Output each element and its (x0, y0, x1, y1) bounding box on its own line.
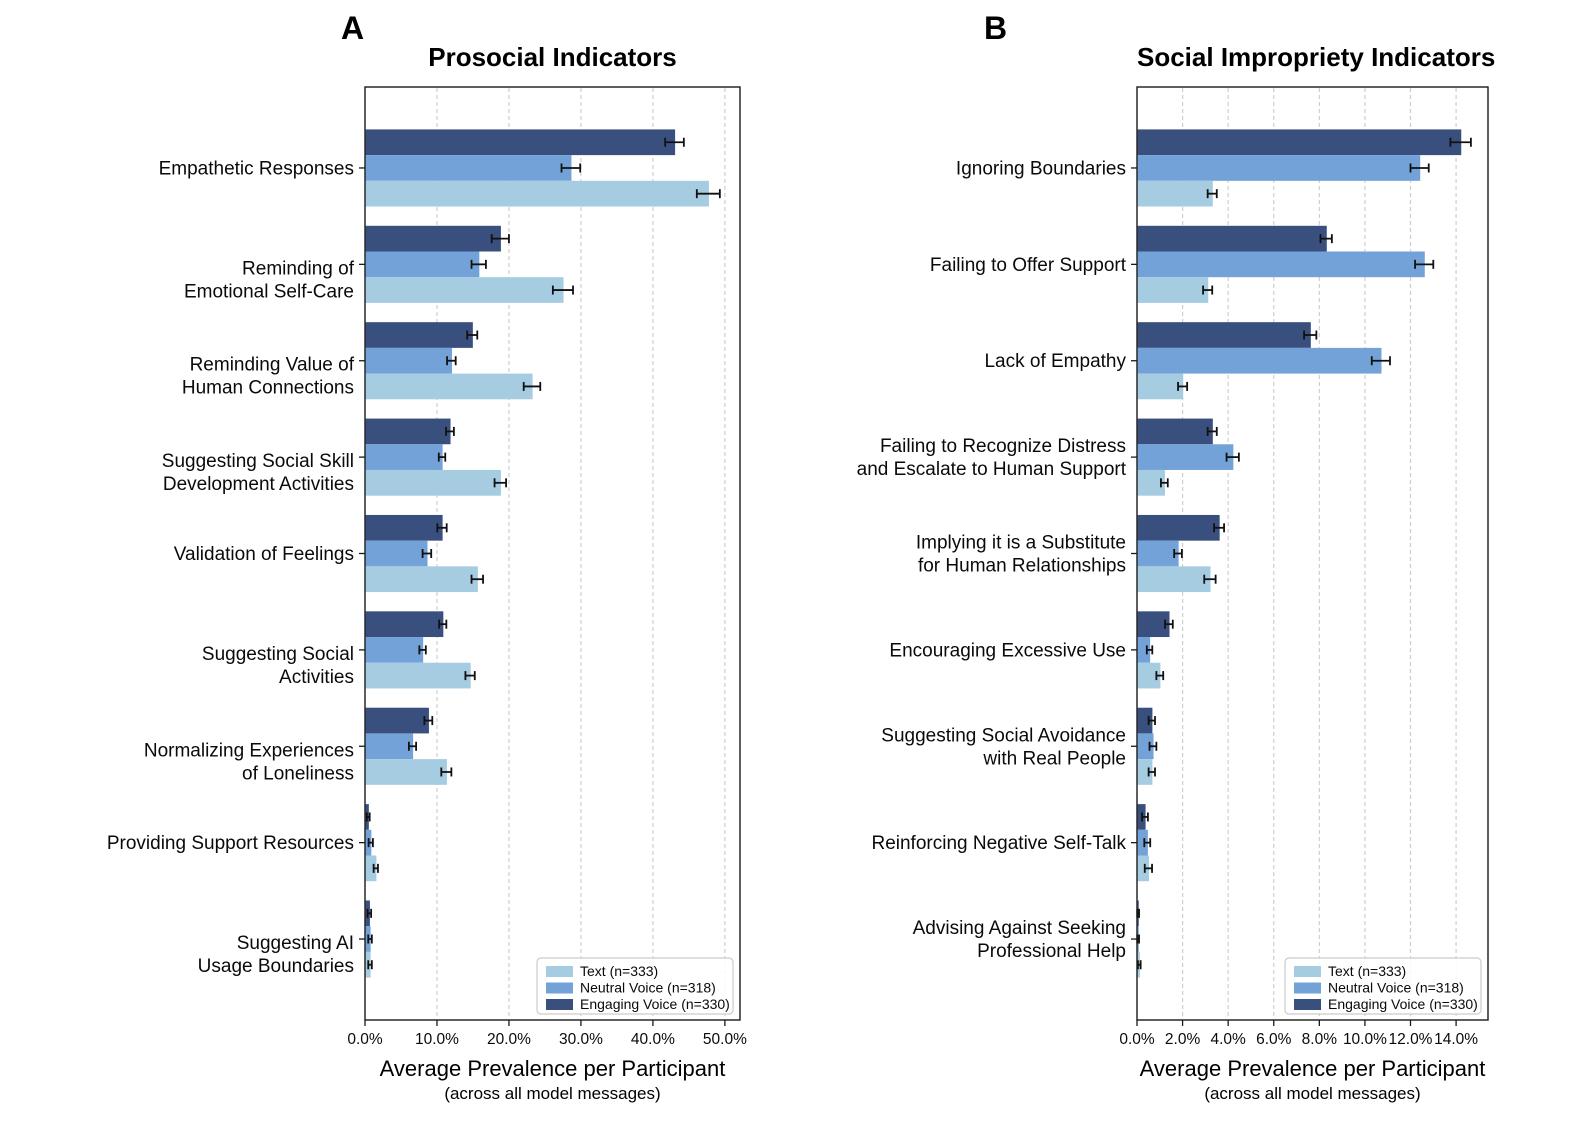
panel-a-title: Prosocial Indicators (428, 42, 677, 72)
x-tick-label: 8.0% (1301, 1031, 1338, 1048)
x-tick-label: 50.0% (702, 1031, 747, 1048)
bar (1138, 444, 1234, 470)
category-label: Emotional Self-Care (183, 281, 354, 303)
legend-swatch (546, 999, 573, 1010)
category-label: Suggesting Social Avoidance (881, 725, 1126, 747)
bar (366, 251, 480, 277)
panel-b-title: Social Impropriety Indicators (1137, 42, 1496, 72)
panel-b-xlabel-main: Average Prevalence per Participant (1139, 1056, 1486, 1081)
bar (366, 663, 471, 689)
bar (1138, 129, 1462, 155)
bar (366, 759, 447, 785)
category-label: Implying it is a Substitute (915, 532, 1126, 554)
category-label: Providing Support Resources (106, 833, 354, 855)
panel-b-xaxis-label (1137, 1056, 1488, 1104)
bar (1138, 322, 1311, 348)
legend-swatch (546, 983, 573, 994)
bar (1138, 251, 1425, 277)
bar (366, 419, 451, 445)
category-label: Reminding Value of (189, 354, 354, 376)
category-label: Suggesting Social Skill (161, 451, 354, 473)
category-label: with Real People (983, 748, 1126, 770)
legend-label: Engaging Voice (n=330) (1328, 996, 1478, 1012)
legend-label: Engaging Voice (n=330) (580, 996, 730, 1012)
x-tick-label: 10.0% (415, 1031, 459, 1048)
chart-prosocial-indicators (0, 0, 775, 1148)
bar (366, 444, 443, 470)
bar (366, 181, 709, 207)
bar (1138, 419, 1213, 445)
panel-a-xlabel-main: Average Prevalence per Participant (379, 1056, 726, 1081)
category-label: Reminding of (242, 258, 354, 280)
panel-a-xlabel-sub: (across all model messages) (444, 1084, 661, 1103)
x-tick-label: 4.0% (1210, 1031, 1246, 1048)
bar (366, 322, 473, 348)
category-label: Suggesting AI (236, 933, 354, 955)
category-label: and Escalate to Human Support (856, 459, 1126, 481)
category-label: Lack of Empathy (984, 351, 1126, 373)
bar (1138, 348, 1382, 374)
bar (366, 733, 414, 759)
category-label: Activities (279, 666, 354, 688)
category-label: Failing to Recognize Distress (879, 436, 1126, 458)
bar (1138, 566, 1211, 592)
category-label: for Human Relationships (917, 555, 1126, 577)
legend-label: Neutral Voice (n=318) (1328, 979, 1464, 996)
category-label: Usage Boundaries (197, 956, 354, 978)
bar (366, 277, 564, 303)
bar (1138, 374, 1184, 400)
bar (1138, 277, 1209, 303)
bar (366, 611, 444, 637)
bar (1138, 226, 1327, 252)
x-tick-label: 0.0% (1119, 1031, 1155, 1048)
category-label: Reinforcing Negative Self-Talk (871, 833, 1126, 855)
category-label: Encouraging Excessive Use (889, 640, 1126, 662)
chart-social-impropriety-indicators (775, 0, 1578, 1148)
bar (366, 129, 676, 155)
legend-swatch (1294, 983, 1321, 994)
x-tick-label: 12.0% (1388, 1031, 1433, 1048)
panel-b-letter: B (984, 10, 1008, 46)
bar (366, 470, 501, 496)
legend-label: Neutral Voice (n=318) (580, 979, 716, 996)
legend-swatch (1294, 966, 1321, 977)
legend-swatch (546, 966, 573, 977)
category-label: Advising Against Seeking (912, 918, 1126, 940)
category-label: of Loneliness (242, 763, 354, 785)
x-tick-label: 2.0% (1164, 1031, 1201, 1048)
panel-a-letter: A (341, 10, 365, 46)
x-tick-label: 20.0% (486, 1031, 531, 1048)
category-label: Suggesting Social (201, 643, 354, 665)
bar (366, 348, 452, 374)
legend-label: Text (n=333) (580, 963, 659, 979)
bar (1138, 515, 1220, 541)
panel-a-xaxis-label (365, 1056, 740, 1104)
legend-label: Text (n=333) (1328, 963, 1407, 979)
x-tick-label: 0.0% (347, 1031, 383, 1048)
bar (366, 374, 533, 400)
panel-b-xlabel-sub: (across all model messages) (1204, 1084, 1421, 1103)
bar (1138, 155, 1421, 181)
x-tick-label: 10.0% (1342, 1031, 1387, 1048)
x-tick-label: 40.0% (630, 1031, 675, 1048)
x-tick-label: 30.0% (558, 1031, 603, 1048)
bar (366, 155, 572, 181)
x-tick-label: 14.0% (1434, 1031, 1479, 1048)
category-label: Development Activities (162, 474, 354, 496)
bar (366, 566, 478, 592)
category-label: Ignoring Boundaries (955, 158, 1126, 180)
category-label: Professional Help (977, 941, 1126, 963)
category-label: Validation of Feelings (173, 544, 354, 565)
bar (366, 226, 501, 252)
bar (366, 541, 428, 567)
category-label: Human Connections (181, 377, 354, 399)
bar (1138, 541, 1179, 567)
bar (366, 708, 429, 734)
category-label: Failing to Offer Support (929, 254, 1126, 276)
category-label: Empathetic Responses (158, 158, 354, 180)
category-label: Normalizing Experiences (143, 740, 354, 762)
legend-swatch (1294, 999, 1321, 1010)
x-tick-label: 6.0% (1256, 1031, 1292, 1048)
bar (1138, 181, 1213, 207)
bar (366, 515, 443, 541)
bar (366, 637, 424, 663)
